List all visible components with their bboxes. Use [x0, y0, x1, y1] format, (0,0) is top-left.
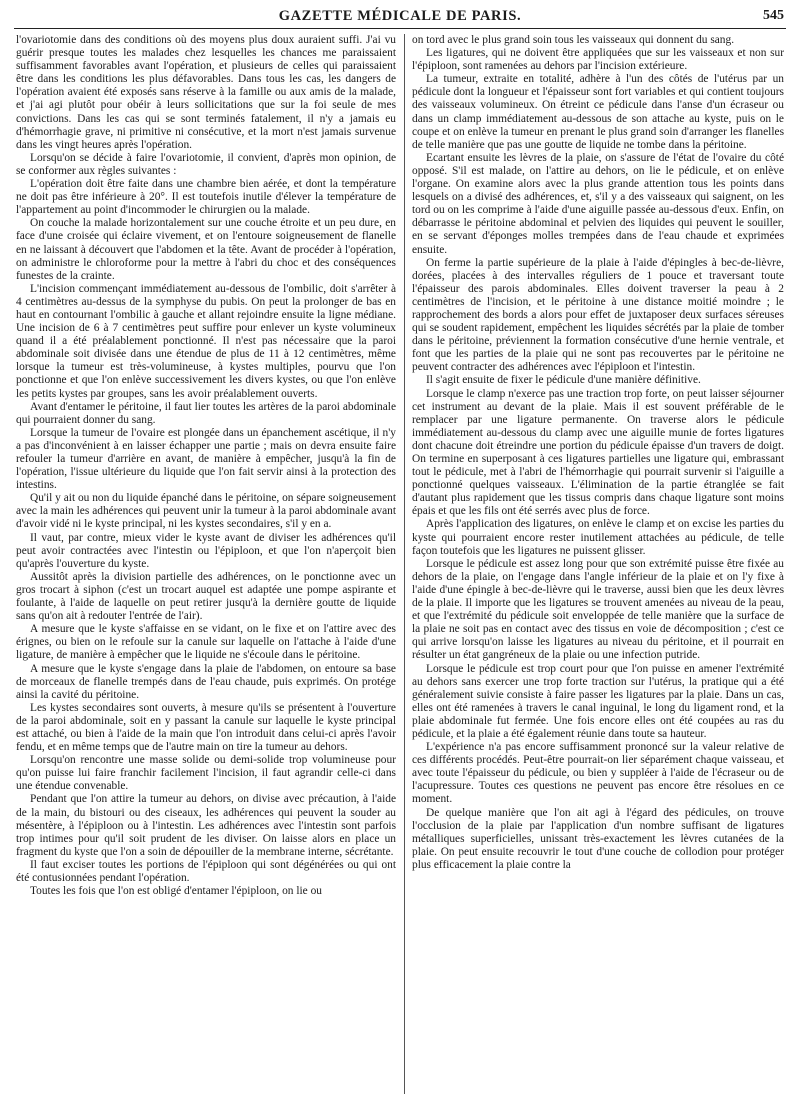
paragraph: on tord avec le plus grand soin tous les vaisseaux qui donnent du sang.: [412, 34, 735, 46]
paragraph: Lorsque la tumeur de l'ovaire est plongée dans un épanchement ascétique, il n'y a pas d'inconvénient à en laisser échapper une partie ; mais on devra ensuite faire refouler la tumeur d'arrière en avant, de manière à empêcher, jusqu'à la fin de l'opération, l'issue ultérieure du liquide que l'on fait servir ainsi à la protection des intestins.: [16, 426, 396, 492]
paragraph: Lorsqu'on rencontre une masse solide ou demi-solide trop volumineuse pour qu'on puisse lui faire franchir facilement l'incision, il faut agrandir celle-ci dans une étendue convenable.: [16, 754, 396, 793]
paragraph: Qu'il y ait ou non du liquide épanché dans le péritoine, on sépare soigneusement avec la main les adhérences qui peuvent unir la tumeur à la paroi abdominale avant d'avoir vidé ni le kyste principal, ni les kystes secondaires, s'il y en a.: [16, 492, 396, 531]
paragraph: L'expérience n'a pas encore suffisamment prononcé sur la valeur relative de ces différents procédés. Peut-être pourrait-on lier séparément chaque vaisseau, et avec toute l'épaisseur du pédicule, ou bien y suppléer à l'aide de l'écraseur ou de l'acupressure. Toutes ces questions ne peuvent pas encore être résolues en ce moment.: [412, 741, 784, 806]
right-column: [412, 34, 784, 1096]
paragraph: Il vaut, par contre, mieux vider le kyste avant de diviser les adhérences qu'il peut avoir contractées avec l'intestin ou l'épiploon, et que l'on n'aperçoit bien qu'après l'ouverture du kyste.: [16, 531, 396, 570]
paragraph: Il s'agit ensuite de fixer le pédicule d'une manière définitive.: [426, 374, 701, 387]
paragraph: La tumeur, extraite en totalité, adhère à l'un des côtés de l'utérus par un pédicule dont la longueur et l'épaisseur sont fort variables et qui contient toujours des vaisseaux volumineux. On étreint ce pédicule dans l'anse d'un écraseur ou dans un clamp immédiatement au-dessous de son attache au kyste, puis on le coupe et on enlève la tumeur en prenant le plus grand soin d'arranger les flanelles de telle manière que pas une goutte de liquide ne tombe dans la péritoine.: [412, 73, 784, 151]
paragraph: A mesure que le kyste s'engage dans la plaie de l'abdomen, on entoure sa base de morceaux de flanelle trempés dans de l'eau chaude, puis exprimés. On protége ainsi la cavité du péritoine.: [16, 662, 396, 701]
paragraph: L'incision commençant immédiatement au-dessous de l'ombilic, doit s'arrêter à 4 centimètres au-dessus de la symphyse du pubis. On peut la prolonger de bas en haut en contournant l'ombilic à gauche et allant rejoindre ensuite la ligne médiane. Une incision de 6 à 7 centimètres peut suffire pour enlever un kyste volumineux quand il a été préalablement ponctionné. Il n'est pas nécessaire que la paroi abdominale soit divisée dans une étendue de plus de 11 à 12 centimètres, même lorsque la tumeur est très-volumineuse, à kystes multiples, pourvu que l'on ponctionne et que l'on enlève successivement les divers kystes, ou que l'on enlève les petits kystes par groupes, sans les avoir préalablement ouverts.: [16, 282, 396, 400]
paragraph: Les ligatures, qui ne doivent être appliquées que sur les vaisseaux et non sur l'épiploon, sont ramenées au dehors par l'incision extérieure.: [412, 47, 784, 73]
column-divider: [404, 34, 405, 1094]
paragraph: De quelque manière que l'on ait agi à l'égard des pédicules, on trouve l'occlusion de la plaie par l'application d'un nombre suffisant de ligatures métalliques superficielles, unissant très-exactement les lèvres cutanées de la plaie. On peut ensuite recouvrir le tout d'une couche de collodion pour protéger plus efficacement la plaie contre la: [412, 806, 784, 871]
paragraph: Les kystes secondaires sont ouverts, à mesure qu'ils se présentent à l'ouverture de la paroi abdominale, soit en y passant la canule sur laquelle le kyste principal est attaché, ou bien à l'aide de la main que l'on introduit dans celui-ci après l'avoir fendu, et en même temps que de l'autre main on tire la tumeur au dehors.: [16, 701, 396, 754]
paragraph: On ferme la partie supérieure de la plaie à l'aide d'épingles à bec-de-lièvre, dorées, placées à des intervalles réguliers de 1 pouce et traversant toute l'épaisseur des parois abdominales. Elles doivent traverser la peau à 2 centimètres de l'incision, et le péritoine à une distance moitié moindre ; le rapprochement des bords a alors pour effet de juxtaposer deux surfaces séreuses qui se soudent rapidement, empêchent les liquides sécrétés par la plaie de tomber dans le péritoine, préviennent la formation consécutive d'une hernie ventrale, et font que les parties de la plaie qui ne sont pas recouvertes par le péritoine ne peuvent contracter des adhérences avec l'épiploon et l'intestin.: [412, 256, 784, 374]
paragraph: On couche la malade horizontalement sur une couche étroite et un peu dure, en face d'une croisée qui éclaire vivement, et on l'entoure soigneusement de flanelle en ne laissant à découvert que l'abdomen et la tête. Avant de procéder à l'opération, on administre le chloroforme pour la mettre à l'abri du choc et des conséquences funestes de la crainte.: [16, 217, 396, 282]
paragraph: Ecartant ensuite les lèvres de la plaie, on s'assure de l'état de l'ovaire du côté opposé. S'il est malade, on l'attire au dehors, on lie le pédicule, et on enlève l'organe. On examine alors avec la plus grande attention tous les points dans lesquels on a divisé des adhérences, et, s'il y a des vaisseaux qui saignent, on les tord ou on les comprime à l'aide d'une aiguille passée au-dessous d'eux. Enfin, on débarrasse le péritoine abdominal et pelvien des liquides qui peuvent le souiller, en se servant d'éponges molles trempées dans de l'eau chaude et exprimées ensuite.: [412, 151, 784, 256]
paragraph: Après l'application des ligatures, on enlève le clamp et on excise les parties du kyste qui pourraient encore rester inutilement attachées au pédicule, de telle façon toutefois que les ligatures ne puissent glisser.: [412, 518, 784, 557]
page-header: [14, 6, 786, 29]
paragraph: A mesure que le kyste s'affaisse en se vidant, on le fixe et on l'attire avec des érignes, ou bien on le refoule sur la canule sur laquelle on l'attache à l'aide d'une ligature, de manière à empêcher que le liquide ne s'écoule dans le péritoine.: [16, 623, 396, 662]
page-number: 545: [763, 8, 784, 23]
journal-title: GAZETTE MÉDICALE DE PARIS.: [278, 8, 522, 24]
paragraph: Lorsqu'on se décide à faire l'ovariotomie, il convient, d'après mon opinion, de se conformer aux règles suivantes :: [16, 151, 396, 177]
paragraph: Toutes les fois que l'on est obligé d'entamer l'épiploon, on lie ou: [30, 885, 322, 898]
paragraph: Lorsque le pédicule est trop court pour que l'on puisse en amener l'extrémité au dehors sans exercer une trop forte traction sur l'utérus, la pratique qui a été généralement suivie consiste à faire passer les ligatures par la plaie. Dans un cas, elles ont été ramenées à travers le canal inguinal, le long du ligament rond, et la plaie abdominale fut fermée. Une fois encore elles ont été coupées au ras du pédicule, et la plaie a été également réunie dans toute sa hauteur.: [412, 662, 784, 740]
paragraph: Lorsque le pédicule est assez long pour que son extrémité puisse être fixée au dehors de la plaie, on l'engage dans l'angle inférieur de la plaie et on l'y fixe à l'aide d'une épingle à bec-de-lièvre qui le traverse, aussi bien que les deux lèvres de la plaie. Il importe que les ligatures se trouvent amenées au niveau de la peau, et que l'extrémité du pédicule soit enveloppée de telle manière que la surface de la plaie ne soit pas en contact avec des tissus en voie de décomposition ; c'est ce qui arrive lorsqu'on laisse les ligatures au niveau du péritoine, et il pourrait en résulter un état gangréneux de la plaie ou une infection putride.: [412, 557, 784, 662]
paragraph: Lorsque le clamp n'exerce pas une traction trop forte, on peut laisser séjourner cet instrument au devant de la plaie. Mais il est souvent préférable de le remplacer par une ligature permanente. On traverse alors le pédicule immédiatement au-dessous du clamp avec une aiguille munie de fortes ligatures dont chacune doit étreindre une portion du pédicule épaisse d'un travers de doigt. On termine en superposant à ces ligatures partielles une ligature qui, embrassant tout le pédicule, met à l'abri de l'hémorrhagie qui pourrait survenir si l'aiguille a ponctionné quelques vaisseaux. L'élimination de la partie étranglée se fait d'autant plus rapidement que les tissus compris dans chaque ligature sont moins épais et que les fils ont été serrés avec plus de force.: [412, 387, 784, 518]
paragraph: l'ovariotomie dans des conditions où des moyens plus doux auraient suffi. J'ai vu guérir presque toutes les malades chez lesquelles les chances me paraissaient suffisamment favorables avant l'opération, et plusieurs de celles qui paraissaient être dans les conditions les plus défavorables. Dans tous les cas, les dangers de l'opération avaient été exposés sans réserve à la famille ou aux amis de la malade, et j'ai agi plutôt pour obéir à leurs sollicitations que sur la foi seule de mes convictions. Dans les cas qui se sont terminés fatalement, il n'y a jamais eu d'hémorrhagie grave, ni primitive ni consécutive, et la mort n'est jamais survenue dans les vingt heures après l'opération.: [16, 34, 396, 151]
paragraph: L'opération doit être faite dans une chambre bien aérée, et dont la température ne doit pas être inférieure à 20°. Il est toutefois inutile d'élever la température de l'appartement au point d'incommoder le chirurgien ou la malade.: [16, 178, 396, 217]
paragraph: Avant d'entamer le péritoine, il faut lier toutes les artères de la paroi abdominale qui pourraient donner du sang.: [16, 400, 396, 426]
paragraph: Il faut exciser toutes les portions de l'épiploon qui sont dégénérées ou qui ont été contusionnées pendant l'opération.: [16, 858, 396, 884]
paragraph: Pendant que l'on attire la tumeur au dehors, on divise avec précaution, à l'aide de la main, du bistouri ou des ciseaux, les adhérences qui peuvent la souder au mésentère, à l'épiploon ou à l'intestin. Les adhérences avec l'intestin sont parfois trop intimes pour qu'il soit prudent de les diviser. On laisse alors en place un fragment du kyste que l'on a soin de dépouiller de la membrane interne, sécrétante.: [16, 793, 396, 858]
paragraph: Aussitôt après la division partielle des adhérences, on le ponctionne avec un gros trocart à siphon (c'est un trocart auquel est adaptée une pompe aspirante et foulante, à l'aide de laquelle on peut retirer jusqu'à la dernière goutte de liquide sans qu'on ait à redouter l'entrée de l'air).: [16, 570, 396, 623]
left-column: [16, 34, 396, 1096]
